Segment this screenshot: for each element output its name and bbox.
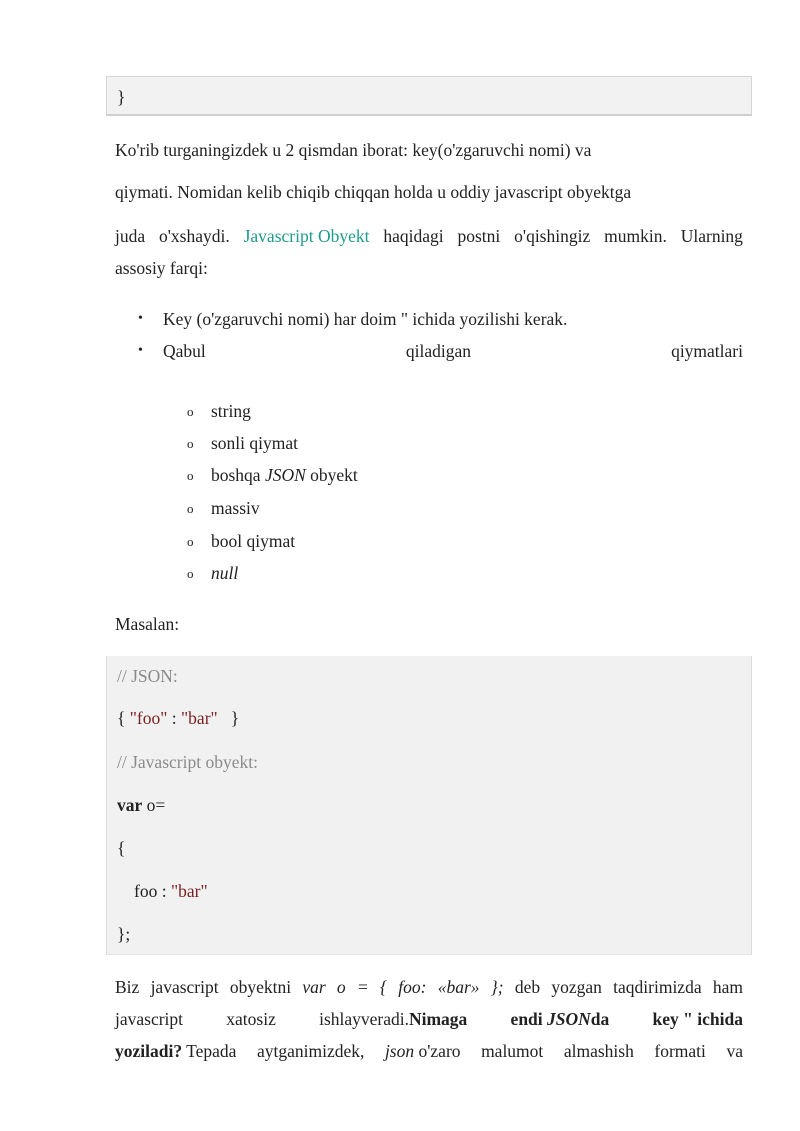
word: juda <box>115 226 146 246</box>
bold-italic-word: JSON <box>547 1009 591 1029</box>
word: qiladigan <box>405 341 471 361</box>
word: Qabul <box>163 341 206 361</box>
bullet-marker: • <box>138 343 143 358</box>
word: deb <box>514 977 541 997</box>
word: almashish <box>563 1041 634 1061</box>
code-word: o <box>336 977 346 997</box>
masalan-label: Masalan: <box>115 614 180 634</box>
sub-list-item-text: null <box>211 563 239 583</box>
colon: : <box>171 708 177 728</box>
word: aytganimizdek, <box>256 1041 365 1061</box>
json-italic: JSON <box>264 465 306 485</box>
javascript-obyekt-link[interactable]: Javascript Obyekt <box>243 226 370 246</box>
circle-marker: o <box>187 534 194 549</box>
word: yozgan <box>551 977 602 997</box>
code-line-json <box>117 708 239 728</box>
sub-list-item-text: bool qiymat <box>211 531 296 551</box>
paragraph-line: assosiy farqi: <box>115 258 208 278</box>
word: obyekt <box>310 465 358 485</box>
circle-marker: o <box>187 468 194 483</box>
code-line-property <box>134 881 208 901</box>
word: qiymatlari <box>671 341 743 361</box>
bold-word: da <box>590 1009 610 1029</box>
word: va <box>726 1041 743 1061</box>
code-comment: // JSON: <box>117 666 178 686</box>
word: malumot <box>481 1041 544 1061</box>
word: Ularning <box>680 226 743 246</box>
code-word: = <box>356 977 369 997</box>
paragraph-line: qiymati. Nomidan kelib chiqib chiqqan holda u oddiy javascript obyektga <box>115 182 632 202</box>
code-string: "foo" <box>129 708 168 728</box>
bold-word: yoziladi? <box>115 1041 183 1061</box>
code-comment: // Javascript obyekt: <box>117 752 258 772</box>
bold-word: endi <box>510 1009 543 1029</box>
paragraph-line-justified <box>115 977 743 997</box>
word: o'xshaydi. <box>159 226 230 246</box>
word: ham <box>712 977 743 997</box>
word: Tepada <box>186 1041 237 1061</box>
word: formati <box>654 1041 706 1061</box>
word: o'qishingiz <box>514 226 591 246</box>
code-word: }; <box>490 977 504 997</box>
code-word: foo: <box>398 977 427 997</box>
paragraph-line-justified <box>115 226 743 246</box>
word: javascript <box>115 1009 184 1029</box>
word-group <box>385 1041 461 1061</box>
circle-marker: o <box>187 501 194 516</box>
circle-marker: o <box>187 404 194 419</box>
code-closing-brace: } <box>117 87 126 107</box>
code-string: "bar" <box>170 881 208 901</box>
word-group <box>511 1009 610 1029</box>
circle-marker: o <box>187 436 194 451</box>
sub-list-item-text: sonli qiymat <box>211 433 299 453</box>
code-line-close: }; <box>117 924 131 944</box>
word: obyektni <box>229 977 292 997</box>
word: taqdirimizda <box>613 977 702 997</box>
code-keyword: var <box>117 795 143 815</box>
word: xatosiz <box>226 1009 276 1029</box>
code-text: foo : <box>134 881 167 901</box>
code-word: «bar» <box>437 977 480 997</box>
brace: } <box>230 708 240 728</box>
sub-list-item-text: massiv <box>211 498 260 518</box>
code-word: var <box>302 977 326 997</box>
word: o'zaro <box>418 1041 461 1061</box>
sub-list-item-text <box>211 465 358 485</box>
code-block-top <box>106 76 752 116</box>
word: haqidagi <box>383 226 444 246</box>
word: postni <box>457 226 501 246</box>
paragraph-line-justified <box>115 1041 743 1061</box>
paragraph-line-justified <box>115 1009 743 1029</box>
word-group <box>115 1041 236 1061</box>
list-item-text-justified <box>163 341 743 361</box>
code-line-open: { <box>117 838 126 858</box>
list-item-text: Key (o'zgaruvchi nomi) har doim " ichida yozilishi kerak. <box>163 309 568 329</box>
bold-word: key " ichida <box>652 1009 743 1029</box>
sub-list-item-text: string <box>211 401 251 421</box>
word: boshqa <box>211 465 261 485</box>
code-example-block <box>106 656 752 955</box>
code-string: "bar" <box>181 708 218 728</box>
italic-word: json <box>384 1041 415 1061</box>
word: ishlayveradi. <box>319 1009 409 1029</box>
word: Biz <box>115 977 140 997</box>
code-line-var <box>117 795 165 815</box>
paragraph-line: Ko'rib turganingizdek u 2 qismdan iborat: key(o'zgaruvchi nomi) va <box>115 140 592 160</box>
bold-word: Nimaga <box>408 1009 468 1029</box>
code-word: { <box>379 977 387 997</box>
brace: { <box>117 708 126 728</box>
word-group <box>319 1009 467 1029</box>
word: mumkin. <box>604 226 667 246</box>
word: javascript <box>150 977 219 997</box>
bullet-marker: • <box>138 311 143 326</box>
circle-marker: o <box>187 566 194 581</box>
code-text: o= <box>146 795 166 815</box>
